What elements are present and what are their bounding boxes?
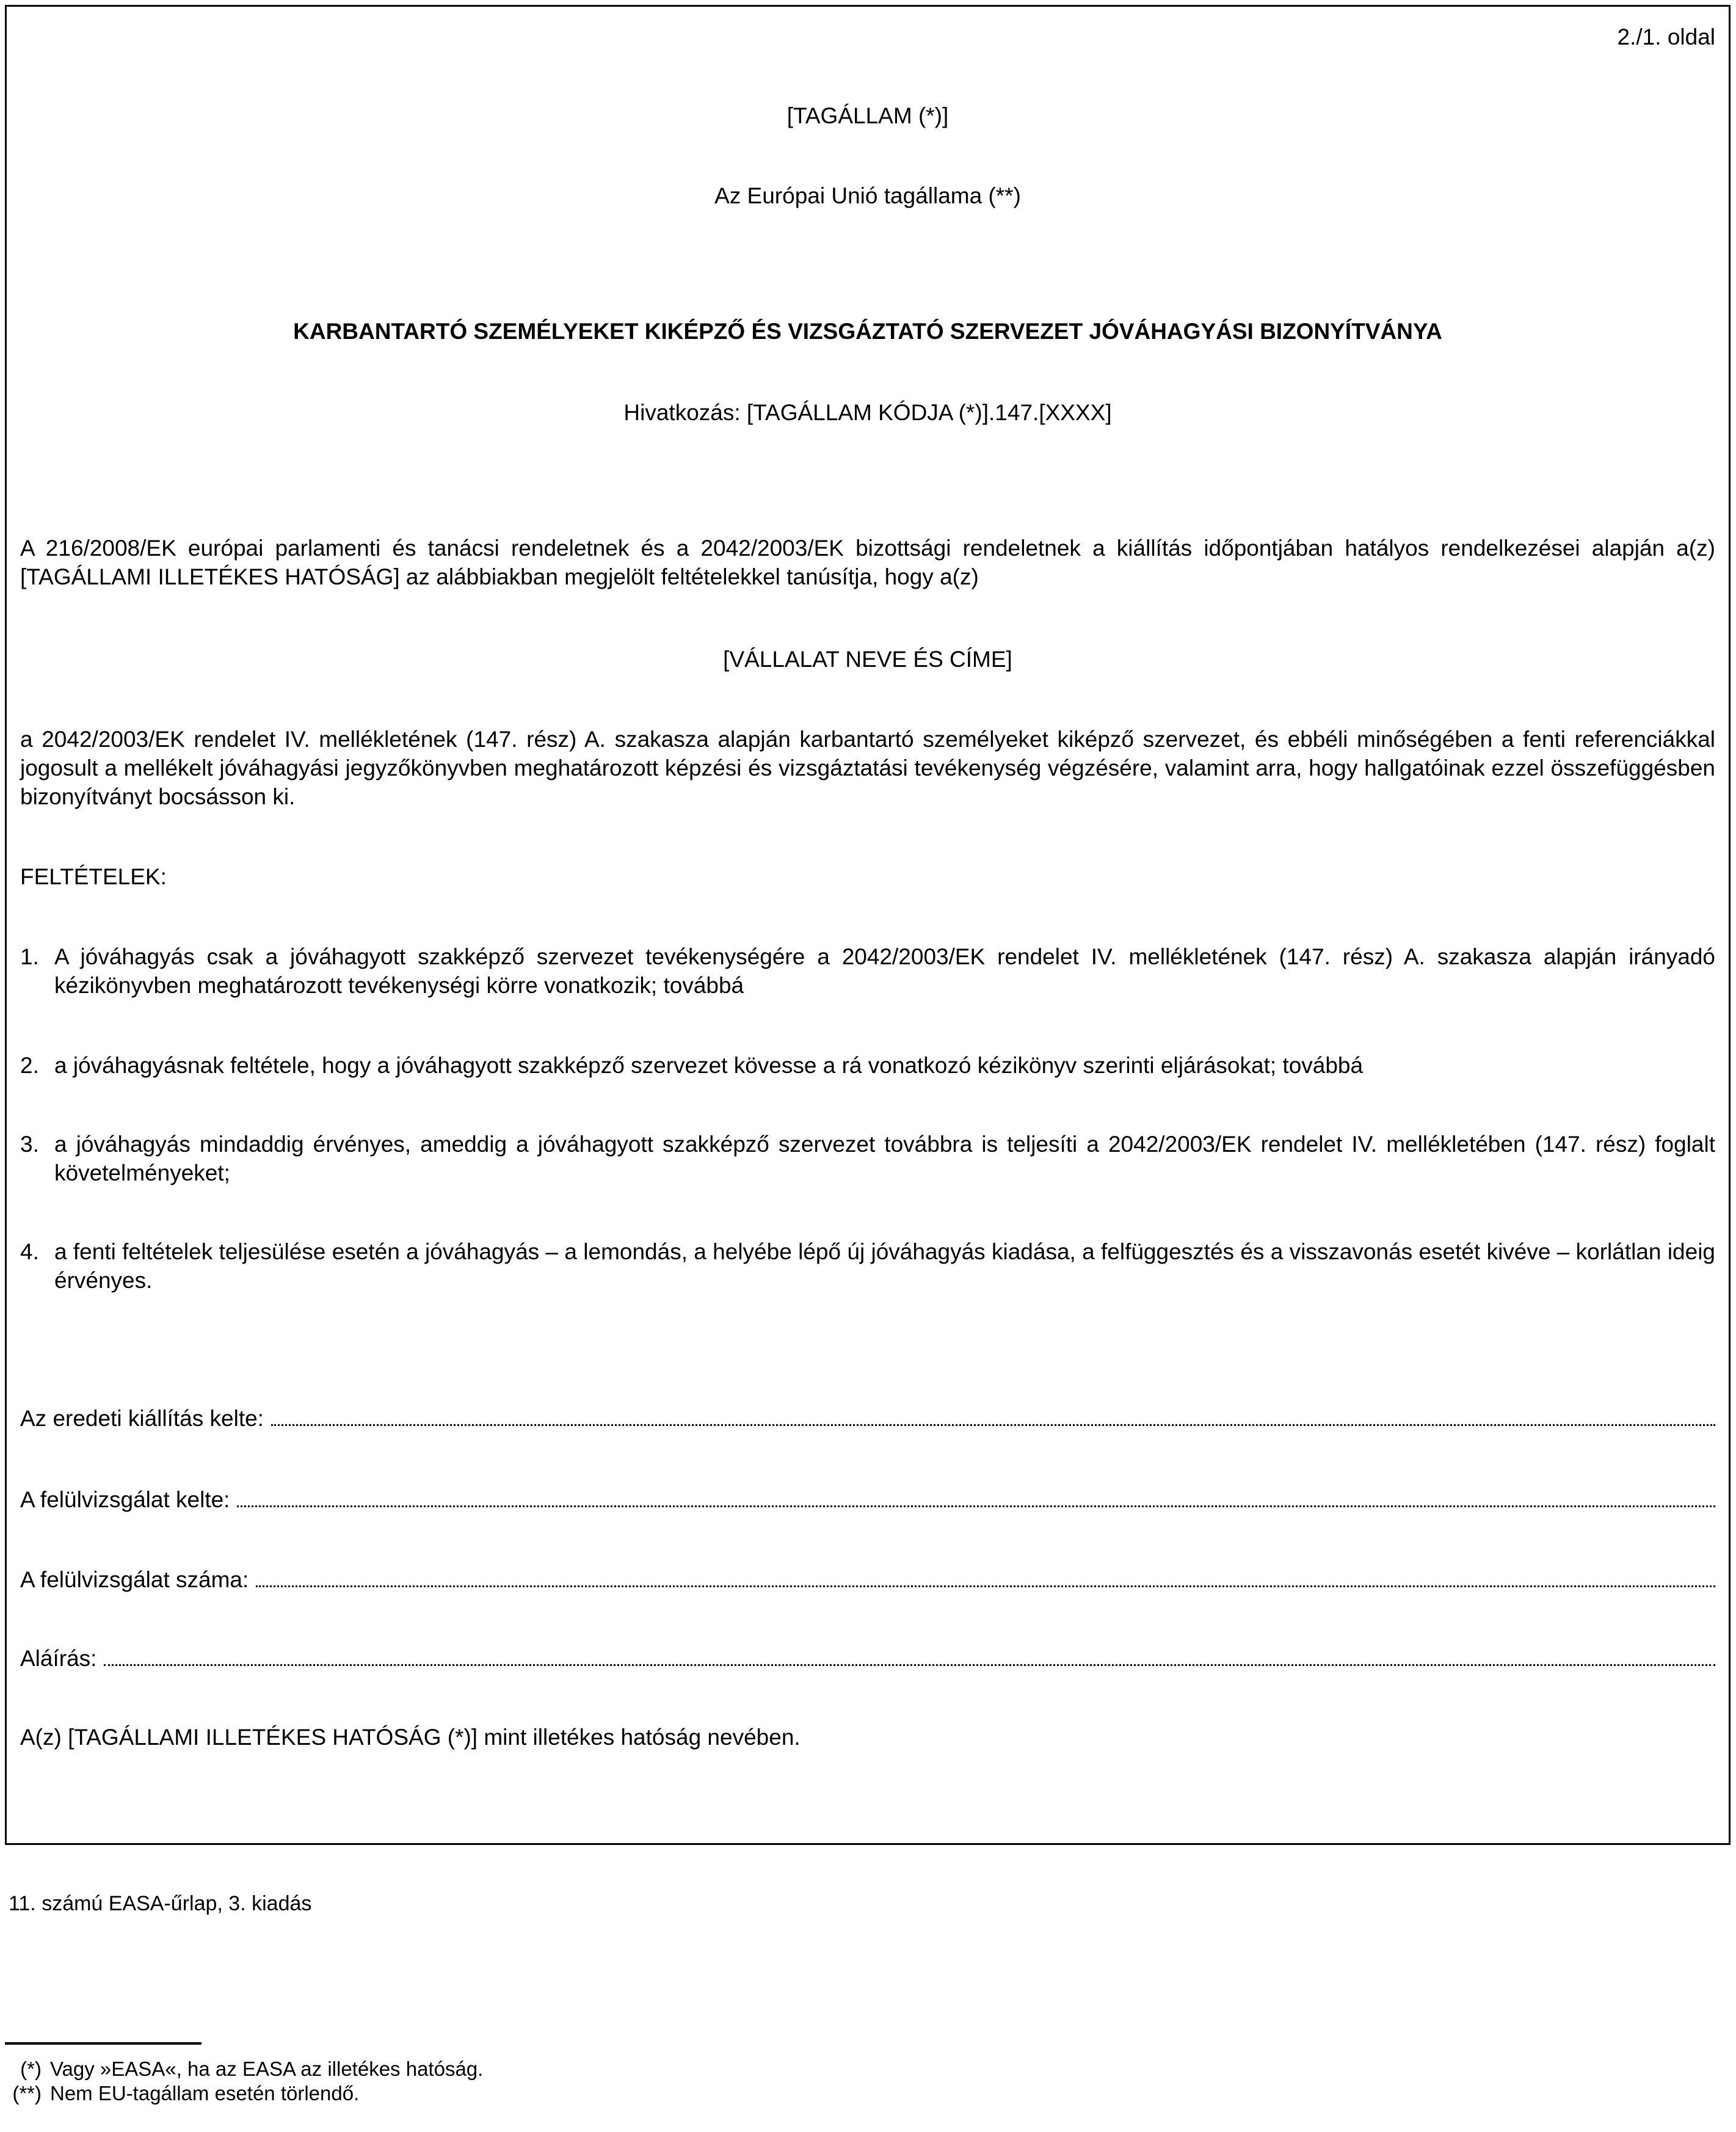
revision-number-field [20,1565,1715,1594]
conditions-heading: FELTÉTELEK: [20,864,167,889]
field-label: A felülvizsgálat kelte: [20,1487,230,1512]
condition-number: 3. [20,1132,39,1157]
condition-number: 4. [20,1239,39,1264]
field-label: A felülvizsgálat száma: [20,1567,249,1592]
company-name: [VÁLLALAT NEVE ÉS CÍME] [723,647,1012,672]
fill-line [237,1487,1715,1507]
condition-number: 1. [20,944,39,969]
condition-item [20,1130,1715,1187]
member-state: [TAGÁLLAM (*)] [786,103,949,128]
condition-text: a fenti feltételek teljesülése esetén a jóváhagyás – a lemondás, a helyébe lépő új jóváhagyás kiadása, a felfüggesztés és a visszavonás esetét kivéve – korlátlan ideig érvényes. [54,1239,1715,1293]
footnote-text: Nem EU-tagállam esetén törlendő. [50,2082,360,2105]
fill-line [104,1646,1715,1666]
document-title: KARBANTARTÓ SZEMÉLYEKET KIKÉPZŐ ÉS VIZSGÁZTATÓ SZERVEZET JÓVÁHAGYÁSI BIZONYÍTVÁNYA [293,319,1442,344]
fill-line [271,1406,1715,1426]
condition-item [20,942,1715,1000]
condition-text: A jóváhagyás csak a jóváhagyott szakképző szervezet tevékenységére a 2042/2003/EK rendelet IV. mellékletének (147. rész) A. szakasza alapján irányadó kézikönyvben meghatározott tevékenységi körre vonatkozik; továbbá [54,944,1715,998]
eu-member-note: Az Európai Unió tagállama (**) [714,183,1021,208]
on-behalf-statement: A(z) [TAGÁLLAMI ILLETÉKES HATÓSÁG (*)] mint illetékes hatóság nevében. [20,1725,801,1750]
original-issue-date-field [20,1404,1715,1433]
page-footer [0,1890,1736,2106]
condition-item [20,1237,1715,1295]
footnote-mark: (*) [20,2057,42,2080]
condition-item [20,1051,1715,1080]
footnote [5,2057,1736,2081]
footnote-text: Vagy »EASA«, ha az EASA az illetékes hatóság. [50,2057,484,2080]
reference: Hivatkozás: [TAGÁLLAM KÓDJA (*)].147.[XXXX] [623,400,1112,425]
condition-text: a jóváhagyásnak feltétele, hogy a jóváhagyott szakképző szervezet kövesse a rá vonatkozó kézikönyv szerinti eljárásokat; továbbá [54,1053,1364,1078]
form-identifier: 11. számú EASA-űrlap, 3. kiadás [9,1892,312,1915]
footnote-mark: (**) [12,2082,42,2105]
condition-number: 2. [20,1053,39,1078]
fill-line [256,1567,1715,1587]
page-number: 2./1. oldal [1617,24,1715,49]
revision-date-field [20,1485,1715,1514]
footnote-rule [5,2042,202,2045]
condition-text: a jóváhagyás mindaddig érvényes, ameddig a jóváhagyott szakképző szervezet továbbra is teljesíti a 2042/2003/EK rendelet IV. mellékletében (147. rész) foglalt követelményeket; [54,1132,1715,1185]
footnote [5,2081,1736,2106]
intro-paragraph: A 216/2008/EK európai parlamenti és tanácsi rendeletnek és a 2042/2003/EK bizottsági rendeletnek a kiállítás időpontjában hatályos rendelkezései alapján a(z) [TAGÁLLAMI ILLETÉKES HATÓSÁG] az alábbiakban megjelölt feltételekkel tanúsítja, hogy a(z) [20,536,1715,589]
certificate-frame [5,5,1731,1845]
body-paragraph: a 2042/2003/EK rendelet IV. mellékletének (147. rész) A. szakasza alapján karbantartó személyeket kiképző szervezet, és ebbéli minőségében a fenti referenciákkal jogosult a mellékelt jóváhagyási jegyzőkönyvben meghatározott képzési és vizsgáztatási tevékenység végzésére, valamint arra, hogy hallgatóinak ezzel összefüggésben bizonyítványt bocsásson ki. [20,727,1715,809]
field-label: Az eredeti kiállítás kelte: [20,1406,264,1431]
field-label: Aláírás: [20,1646,97,1671]
signature-field [20,1644,1715,1673]
